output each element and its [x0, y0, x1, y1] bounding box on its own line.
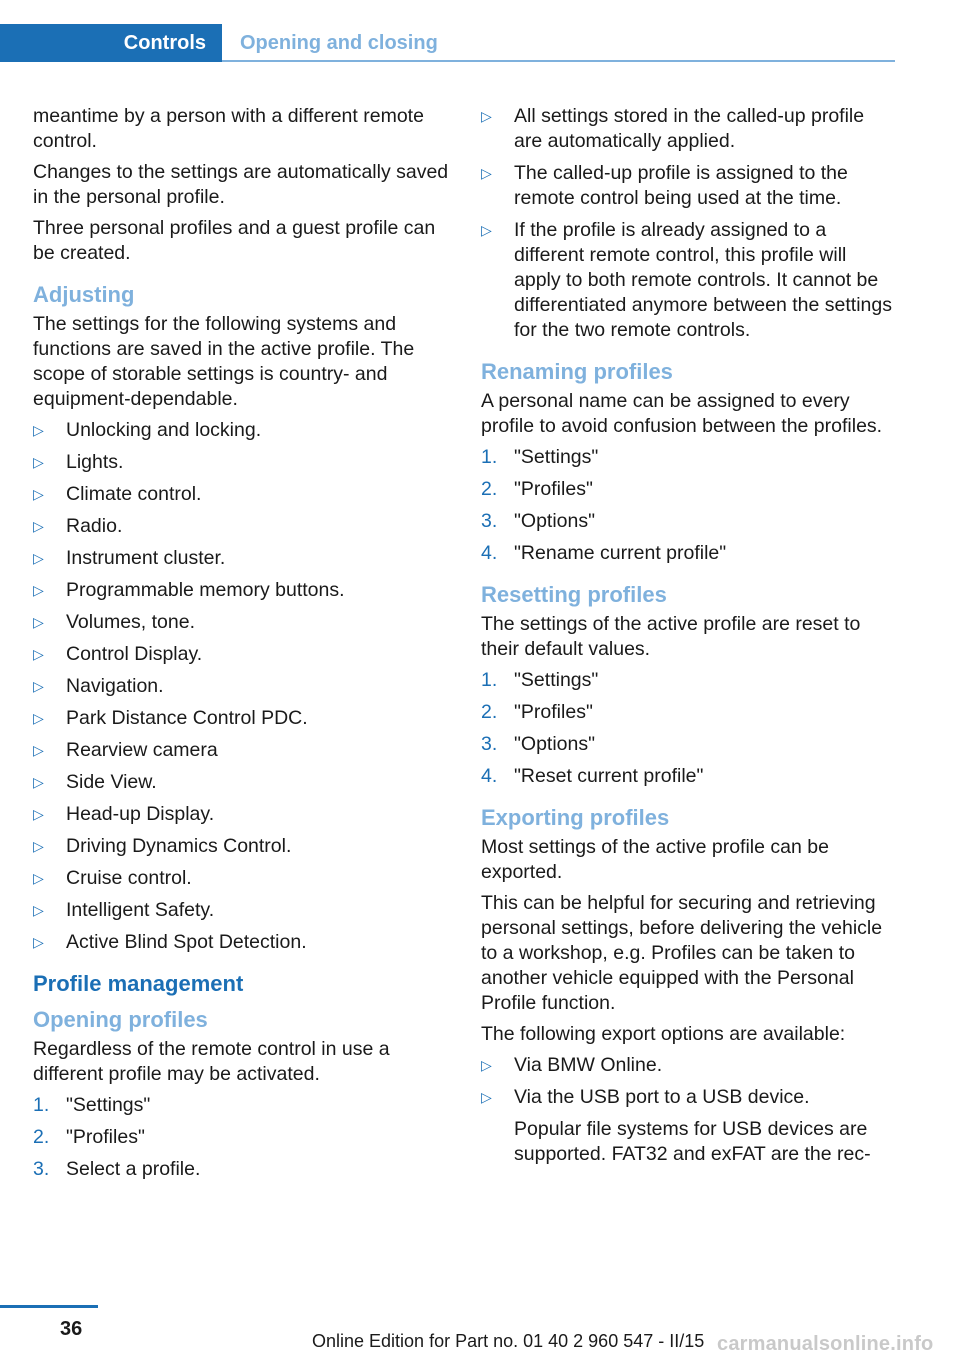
opening-steps: [33, 1093, 449, 1182]
triangle-bullet-icon: ▷: [481, 165, 492, 181]
resetting-profiles-text: The settings of the active profile are reset to their default values.: [481, 613, 861, 660]
item-text: "Settings": [514, 446, 599, 468]
bullet-item: [33, 610, 449, 635]
resetting-profiles-heading: Resetting profiles: [481, 582, 667, 607]
intro-paragraph: meantime by a person with a different remote control.: [33, 105, 424, 152]
usb-note: Popular file systems for USB devices are supported. FAT32 and exFAT are the rec-: [514, 1118, 871, 1165]
step-number: 4.: [481, 542, 498, 564]
item-text: Programmable memory buttons.: [66, 579, 345, 601]
triangle-bullet-icon: ▷: [481, 222, 492, 238]
item-text: "Options": [514, 510, 596, 532]
item-text: Climate control.: [66, 483, 202, 505]
bullet-item: [33, 738, 449, 763]
watermark: carmanualsonline.info: [717, 1333, 934, 1355]
section-tab-opening-closing[interactable]: Opening and closing: [240, 31, 438, 54]
triangle-bullet-icon: ▷: [33, 646, 44, 662]
left-column: [33, 104, 449, 1189]
item-text: Lights.: [66, 451, 124, 473]
item-text: "Reset current profile": [514, 765, 704, 787]
exporting-profiles-heading: Exporting profiles: [481, 805, 670, 830]
triangle-bullet-icon: ▷: [33, 838, 44, 854]
item-text: Rearview camera: [66, 739, 218, 761]
item-text: "Profiles": [514, 478, 593, 500]
step-item: [481, 445, 897, 470]
step-number: 3.: [33, 1158, 50, 1180]
step-item: [481, 764, 897, 789]
adjusting-list: [33, 418, 449, 955]
step-number: 4.: [481, 765, 498, 787]
bullet-item: [33, 418, 449, 443]
edition-text: Online Edition for Part no. 01 40 2 960 547 - II/15: [312, 1331, 705, 1351]
item-text: "Profiles": [514, 701, 593, 723]
opening-profiles-text: Regardless of the remote control in use a different profile may be activated.: [33, 1038, 390, 1085]
step-number: 2.: [481, 701, 498, 723]
step-item: [481, 509, 897, 534]
item-text: "Options": [514, 733, 596, 755]
bullet-item: [481, 161, 897, 211]
step-item: [33, 1125, 449, 1150]
bullet-item: [33, 674, 449, 699]
triangle-bullet-icon: ▷: [33, 902, 44, 918]
profile-behavior-list: [481, 104, 897, 343]
item-text: Control Display.: [66, 643, 203, 665]
triangle-bullet-icon: ▷: [33, 422, 44, 438]
triangle-bullet-icon: ▷: [33, 710, 44, 726]
triangle-bullet-icon: ▷: [33, 934, 44, 950]
item-text: Via BMW Online.: [514, 1054, 663, 1076]
step-item: [481, 700, 897, 725]
page-header: [0, 0, 960, 62]
step-number: 2.: [481, 478, 498, 500]
step-item: [481, 541, 897, 566]
bullet-item: [33, 450, 449, 475]
item-text: If the profile is already assigned to a different remote control, this profile will apply to both remote controls. It cannot be differentiated anymore between the settings for the two remote controls.: [514, 219, 892, 341]
section-tab-controls[interactable]: Controls: [0, 24, 222, 62]
triangle-bullet-icon: ▷: [33, 870, 44, 886]
resetting-steps: [481, 668, 897, 789]
item-text: Park Distance Control PDC.: [66, 707, 308, 729]
triangle-bullet-icon: ▷: [33, 614, 44, 630]
profile-management-heading: Profile management: [33, 971, 244, 996]
triangle-bullet-icon: ▷: [33, 582, 44, 598]
adjusting-text: The settings for the following systems and functions are saved in the active profile. The scope of storable settings is country- and equipment-dependable.: [33, 313, 415, 410]
item-text: Radio.: [66, 515, 123, 537]
page-number: 36: [60, 1318, 83, 1340]
exporting-paragraph: Most settings of the active profile can be exported.: [481, 836, 829, 883]
bullet-item: [33, 834, 449, 859]
triangle-bullet-icon: ▷: [481, 108, 492, 124]
step-number: 2.: [33, 1126, 50, 1148]
bullet-item: [33, 770, 449, 795]
step-number: 3.: [481, 510, 498, 532]
step-number: 1.: [481, 446, 498, 468]
step-number: 1.: [33, 1094, 50, 1116]
triangle-bullet-icon: ▷: [33, 454, 44, 470]
step-number: 3.: [481, 733, 498, 755]
bullet-item: [33, 514, 449, 539]
bullet-item: [33, 898, 449, 923]
triangle-bullet-icon: ▷: [33, 518, 44, 534]
triangle-bullet-icon: ▷: [33, 806, 44, 822]
bullet-item: [33, 482, 449, 507]
item-text: Unlocking and locking.: [66, 419, 262, 441]
item-text: All settings stored in the called-up profile are automatically applied.: [514, 105, 865, 152]
step-item: [481, 477, 897, 502]
bullet-item: [481, 1085, 897, 1110]
exporting-paragraph: The following export options are available:: [481, 1023, 846, 1045]
adjusting-heading: Adjusting: [33, 282, 135, 307]
item-text: Head-up Display.: [66, 803, 215, 825]
item-text: Volumes, tone.: [66, 611, 195, 633]
triangle-bullet-icon: ▷: [481, 1057, 492, 1073]
item-text: Side View.: [66, 771, 157, 793]
item-text: Navigation.: [66, 675, 164, 697]
step-item: [481, 668, 897, 693]
item-text: Driving Dynamics Control.: [66, 835, 292, 857]
renaming-profiles-text: A personal name can be assigned to every profile to avoid confusion between the profiles.: [481, 390, 883, 437]
triangle-bullet-icon: ▷: [33, 774, 44, 790]
triangle-bullet-icon: ▷: [481, 1089, 492, 1105]
item-text: "Profiles": [66, 1126, 145, 1148]
item-text: Select a profile.: [66, 1158, 201, 1180]
step-item: [33, 1157, 449, 1182]
intro-paragraph: Three personal profiles and a guest profile can be created.: [33, 217, 436, 264]
bullet-item: [33, 706, 449, 731]
export-options-list: [481, 1053, 897, 1110]
triangle-bullet-icon: ▷: [33, 486, 44, 502]
item-text: The called-up profile is assigned to the remote control being used at the time.: [514, 162, 848, 209]
bullet-item: [33, 930, 449, 955]
item-text: Intelligent Safety.: [66, 899, 215, 921]
bullet-item: [33, 578, 449, 603]
item-text: Via the USB port to a USB device.: [514, 1086, 810, 1108]
triangle-bullet-icon: ▷: [33, 550, 44, 566]
item-text: "Settings": [66, 1094, 151, 1116]
item-text: "Rename current profile": [514, 542, 727, 564]
triangle-bullet-icon: ▷: [33, 678, 44, 694]
exporting-paragraph: This can be helpful for securing and retrieving personal settings, before delivering the vehicle to a workshop, e.g. Profiles can be taken to another vehicle equipped with the Personal Profile function.: [481, 892, 883, 1014]
footer-divider: [0, 1305, 98, 1308]
item-text: Instrument cluster.: [66, 547, 226, 569]
bullet-item: [33, 802, 449, 827]
intro-paragraph: Changes to the settings are automatically saved in the personal profile.: [33, 161, 449, 208]
renaming-profiles-heading: Renaming profiles: [481, 359, 673, 384]
triangle-bullet-icon: ▷: [33, 742, 44, 758]
bullet-item: [33, 642, 449, 667]
opening-profiles-heading: Opening profiles: [33, 1007, 208, 1032]
bullet-item: [33, 546, 449, 571]
right-column: [481, 104, 897, 1173]
bullet-item: [481, 1053, 897, 1078]
renaming-steps: [481, 445, 897, 566]
step-number: 1.: [481, 669, 498, 691]
header-divider: [222, 60, 895, 62]
step-item: [481, 732, 897, 757]
bullet-item: [481, 104, 897, 154]
item-text: Active Blind Spot Detection.: [66, 931, 307, 953]
step-item: [33, 1093, 449, 1118]
bullet-item: [33, 866, 449, 891]
bullet-item: [481, 218, 897, 343]
item-text: Cruise control.: [66, 867, 192, 889]
item-text: "Settings": [514, 669, 599, 691]
